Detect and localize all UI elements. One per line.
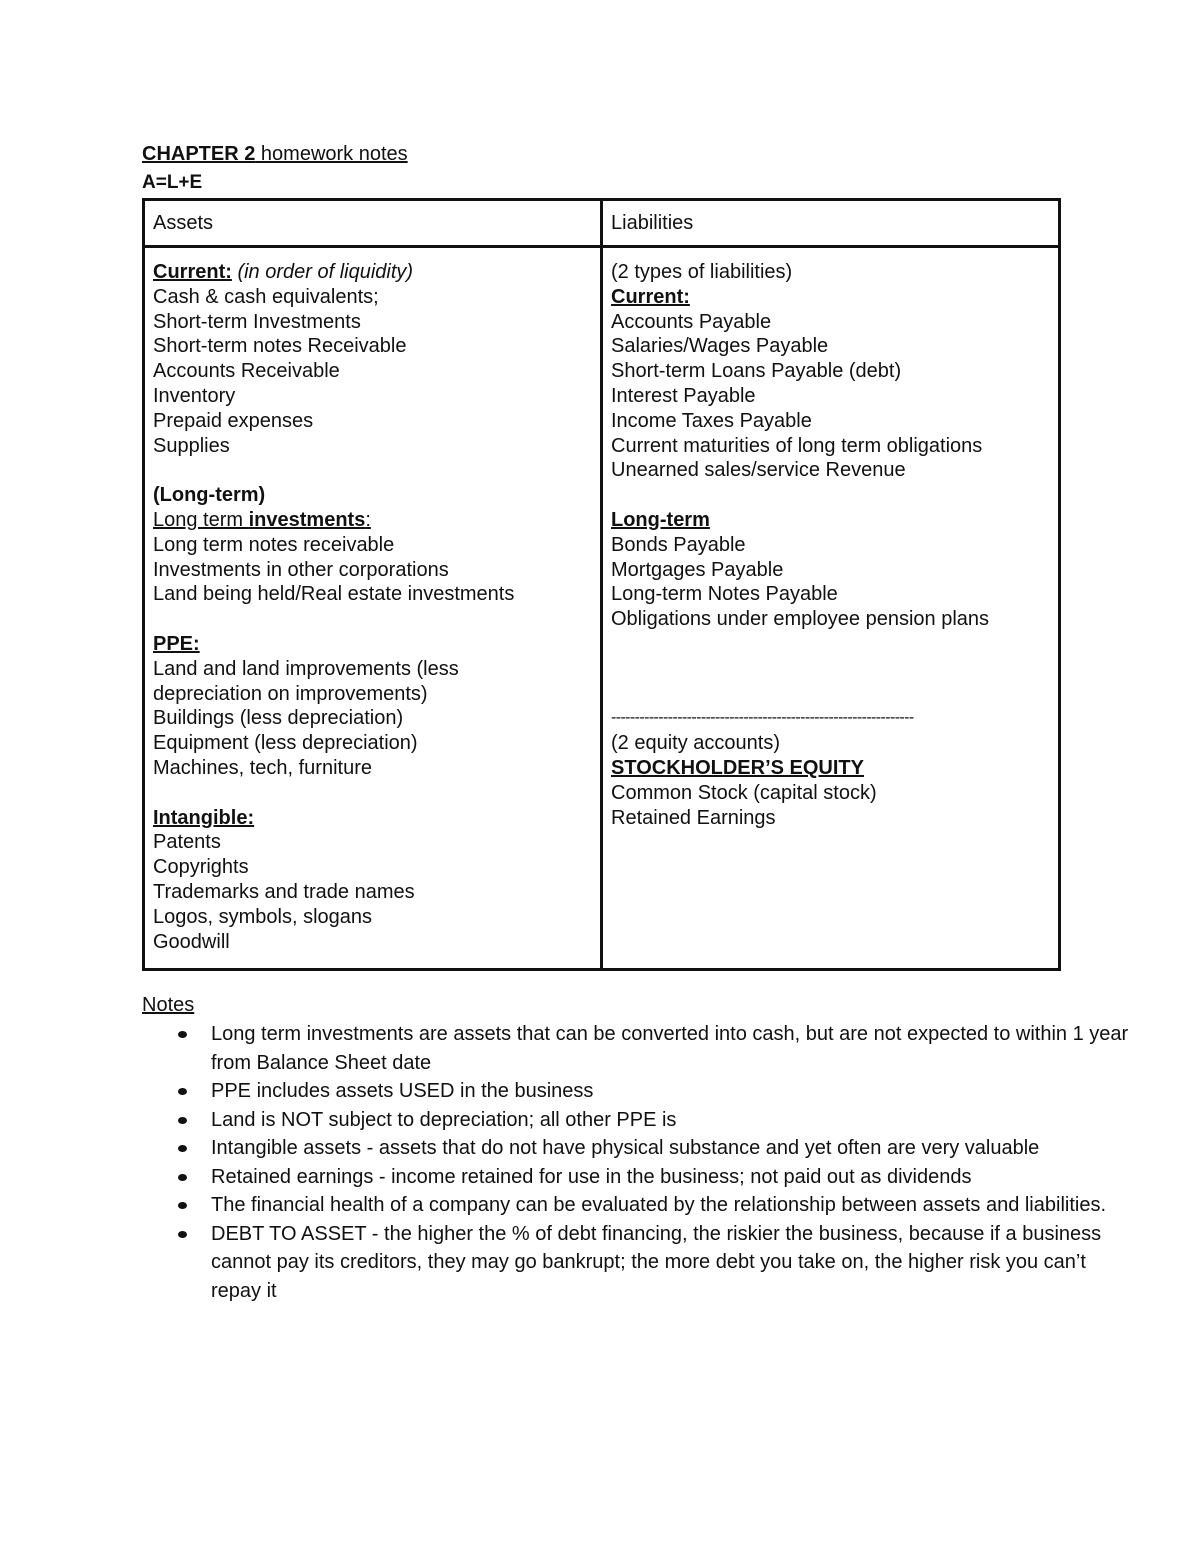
list-item: Common Stock (capital stock) — [611, 781, 877, 804]
note-text: The financial health of a company can be evaluated by the relationship between assets and liabilities. — [211, 1194, 1107, 1216]
list-item: Investments in other corporations — [153, 558, 449, 581]
list-item: Goodwill — [153, 930, 230, 953]
notes-list — [142, 1020, 1141, 1305]
assets-lt-investments-heading — [153, 508, 592, 533]
equity-note: (2 equity accounts) — [611, 732, 780, 755]
assets-current-label: Current: — [153, 261, 232, 283]
liabilities-column — [602, 247, 1060, 970]
list-item: Trademarks and trade names — [153, 880, 415, 903]
bullet-icon — [178, 1145, 187, 1152]
bullet-icon — [178, 1117, 187, 1124]
spacer — [153, 458, 592, 483]
lt-investments-suffix: : — [365, 508, 371, 531]
balance-sheet-table — [142, 198, 1061, 971]
list-item: Current maturities of long term obligations — [611, 434, 983, 457]
list-item: Inventory — [153, 384, 236, 407]
spacer — [153, 607, 592, 632]
bullet-icon — [178, 1088, 187, 1095]
assets-column — [144, 247, 602, 970]
assets-current-heading — [153, 260, 592, 285]
list-item: Short-term Loans Payable (debt) — [611, 360, 902, 383]
liabilities-current-label: Current: — [611, 285, 690, 308]
list-item: Machines, tech, furniture — [153, 756, 372, 779]
bullet-icon — [178, 1202, 187, 1209]
list-item: Salaries/Wages Payable — [611, 335, 829, 358]
spacer — [153, 781, 592, 806]
list-item: Mortgages Payable — [611, 558, 784, 581]
table-header-row — [144, 200, 1060, 247]
bullet-icon — [178, 1174, 187, 1181]
note-text: PPE includes assets USED in the business — [211, 1080, 594, 1102]
note-text: Long term investments are assets that can be converted into cash, but are not expected to within 1 year from Balance Sheet date — [211, 1023, 1129, 1074]
list-item: Supplies — [153, 434, 230, 457]
table-body-row — [144, 247, 1060, 970]
list-item: Buildings (less depreciation) — [153, 707, 404, 730]
list-item: Short-term Investments — [153, 310, 361, 333]
assets-longterm-label: (Long-term) — [153, 484, 266, 507]
lt-investments-prefix: Long term — [153, 508, 249, 531]
list-item — [211, 1163, 1141, 1192]
page-title — [142, 141, 408, 167]
assets-header: Assets — [144, 200, 602, 247]
list-item: Cash & cash equivalents; — [153, 285, 379, 308]
equity-divider: ---------------------------------------------------------------- — [611, 709, 914, 727]
list-item — [211, 1077, 1141, 1106]
note-text: Land is NOT subject to depreciation; all other PPE is — [211, 1108, 677, 1131]
note-text: Retained earnings - income retained for use in the business; not paid out as dividends — [211, 1165, 972, 1188]
lt-investments-bold: investments — [248, 508, 366, 531]
note-text: DEBT TO ASSET - the higher the % of debt financing, the riskier the business, because if a business cannot pay its creditors, they may go bankrupt; the more debt you take on, the higher risk you can’t repay it — [211, 1222, 1102, 1302]
list-item: Long-term Notes Payable — [611, 583, 838, 606]
list-item: Interest Payable — [611, 384, 756, 407]
list-item: depreciation on improvements) — [153, 682, 428, 705]
list-item: Logos, symbols, slogans — [153, 905, 373, 928]
list-item — [211, 1191, 1141, 1220]
equity-label: STOCKHOLDER’S EQUITY — [611, 756, 864, 779]
assets-intangible-label: Intangible: — [153, 806, 255, 829]
spacer — [611, 632, 1050, 706]
list-item — [211, 1020, 1141, 1077]
list-item — [211, 1220, 1141, 1306]
notes-heading: Notes — [142, 994, 195, 1016]
list-item: Unearned sales/service Revenue — [611, 459, 906, 482]
list-item: Short-term notes Receivable — [153, 335, 407, 358]
list-item: Land and land improvements (less — [153, 657, 459, 680]
list-item: Retained Earnings — [611, 806, 776, 829]
assets-current-note: (in order of liquidity) — [237, 261, 414, 283]
spacer — [611, 483, 1050, 508]
list-item: Prepaid expenses — [153, 409, 314, 432]
bullet-icon — [178, 1031, 187, 1038]
list-item: Obligations under employee pension plans — [611, 608, 990, 631]
list-item: Copyrights — [153, 856, 249, 879]
list-item: Patents — [153, 831, 221, 854]
accounting-equation: A=L+E — [142, 172, 203, 193]
list-item: Accounts Payable — [611, 310, 772, 333]
title-subtitle: homework notes — [255, 143, 408, 165]
list-item: Income Taxes Payable — [611, 409, 812, 432]
list-item: Equipment (less depreciation) — [153, 732, 418, 755]
title-chapter: CHAPTER 2 — [142, 143, 256, 165]
liabilities-types-note: (2 types of liabilities) — [611, 261, 793, 283]
list-item: Long term notes receivable — [153, 533, 395, 556]
list-item: Land being held/Real estate investments — [153, 583, 515, 606]
liabilities-header: Liabilities — [602, 200, 1060, 247]
note-text: Intangible assets - assets that do not have physical substance and yet often are very valuable — [211, 1137, 1040, 1159]
list-item: Accounts Receivable — [153, 360, 340, 383]
list-item — [211, 1134, 1141, 1163]
bullet-icon — [178, 1231, 187, 1238]
list-item: Bonds Payable — [611, 533, 746, 556]
assets-ppe-label: PPE: — [153, 632, 200, 655]
liabilities-longterm-label: Long-term — [611, 508, 710, 531]
list-item — [211, 1106, 1141, 1135]
